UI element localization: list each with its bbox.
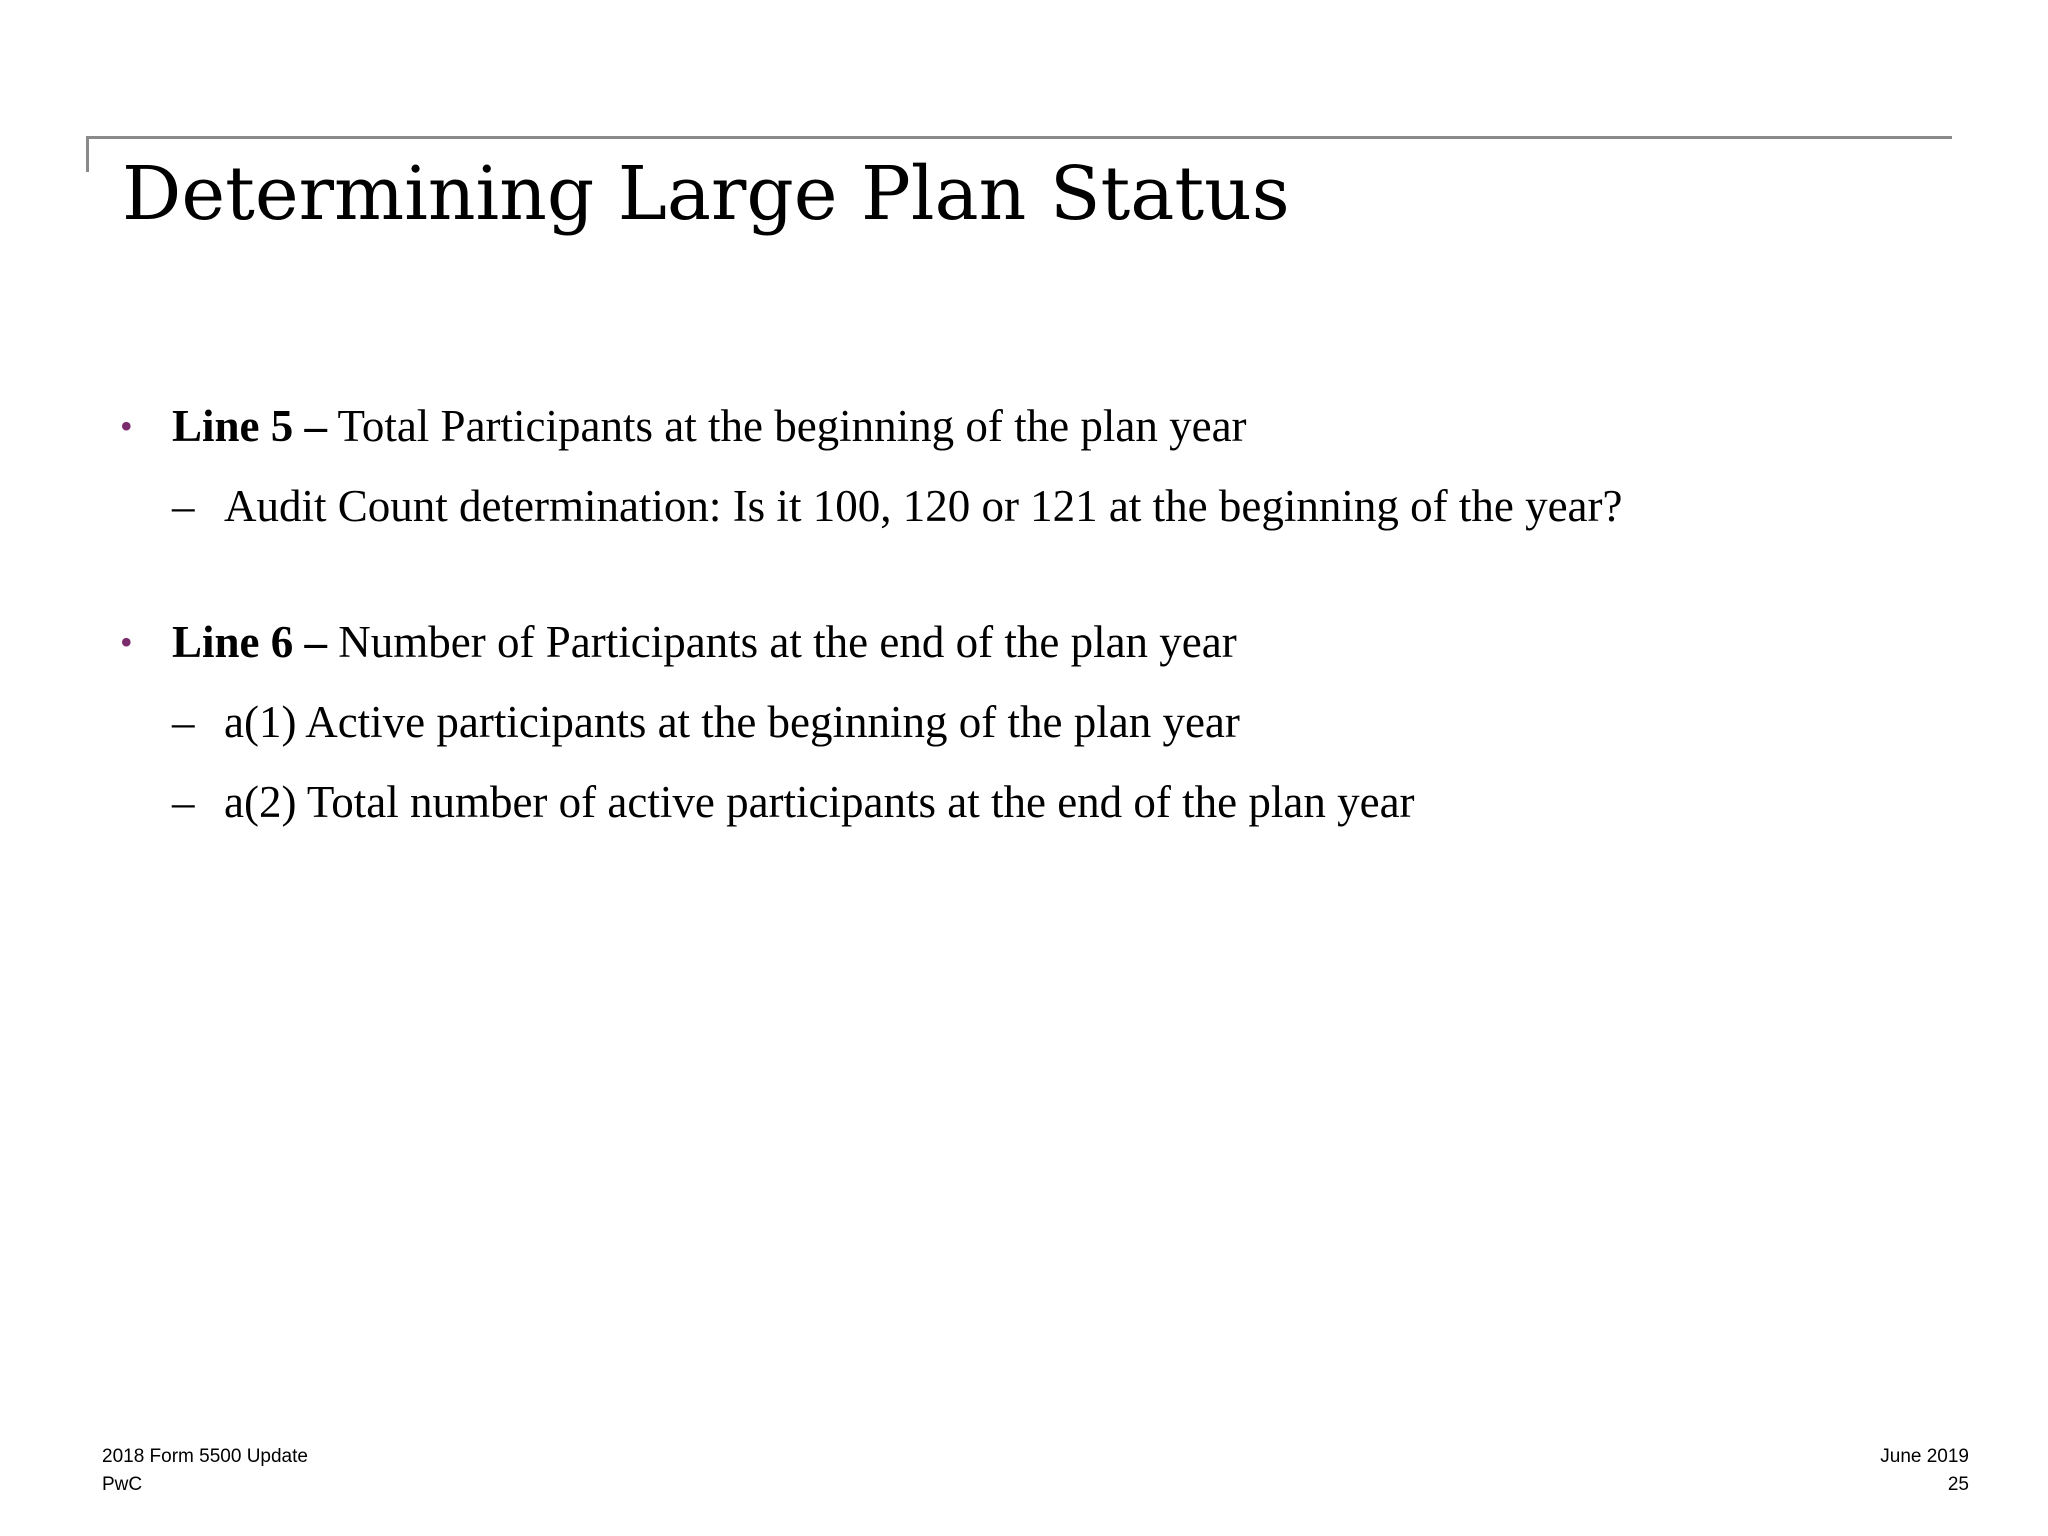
page-number: 25 [1947,1474,1969,1495]
footer-right [1880,1443,1969,1499]
slide-title: Determining Large Plan Status [122,151,1290,237]
bullet-icon: • [120,406,133,446]
sub-item [120,692,1950,752]
sub-item-text: a(2) Total number of active participants at the end of the plan year [224,777,1415,827]
title-rule-tick [86,136,89,172]
sub-item [120,772,1950,832]
footer-date: June 2019 [1880,1446,1969,1467]
dash-icon: – [172,481,195,531]
bullet-icon: • [120,622,133,662]
bullet-text: Number of Participants at the end of the plan year [327,617,1237,667]
footer-company: PwC [102,1474,143,1495]
dash-icon: – [172,697,195,747]
footer-left [102,1443,308,1499]
footer-document-title: 2018 Form 5500 Update [102,1446,308,1467]
sub-item-text: Audit Count determination: Is it 100, 120 or 121 at the beginning of the year? [224,481,1623,531]
bullet-lead: Line 6 – [172,617,328,667]
spacer [120,536,1950,612]
sub-item [120,476,1950,536]
bullet-text: Total Participants at the beginning of the plan year [327,401,1247,451]
sub-item-text: a(1) Active participants at the beginning of the plan year [224,697,1240,747]
slide-content [120,396,1950,832]
bullet-item-line-5 [120,396,1950,456]
title-rule [86,136,1952,139]
dash-icon: – [172,777,195,827]
bullet-item-line-6 [120,612,1950,672]
bullet-lead: Line 5 – [172,401,328,451]
